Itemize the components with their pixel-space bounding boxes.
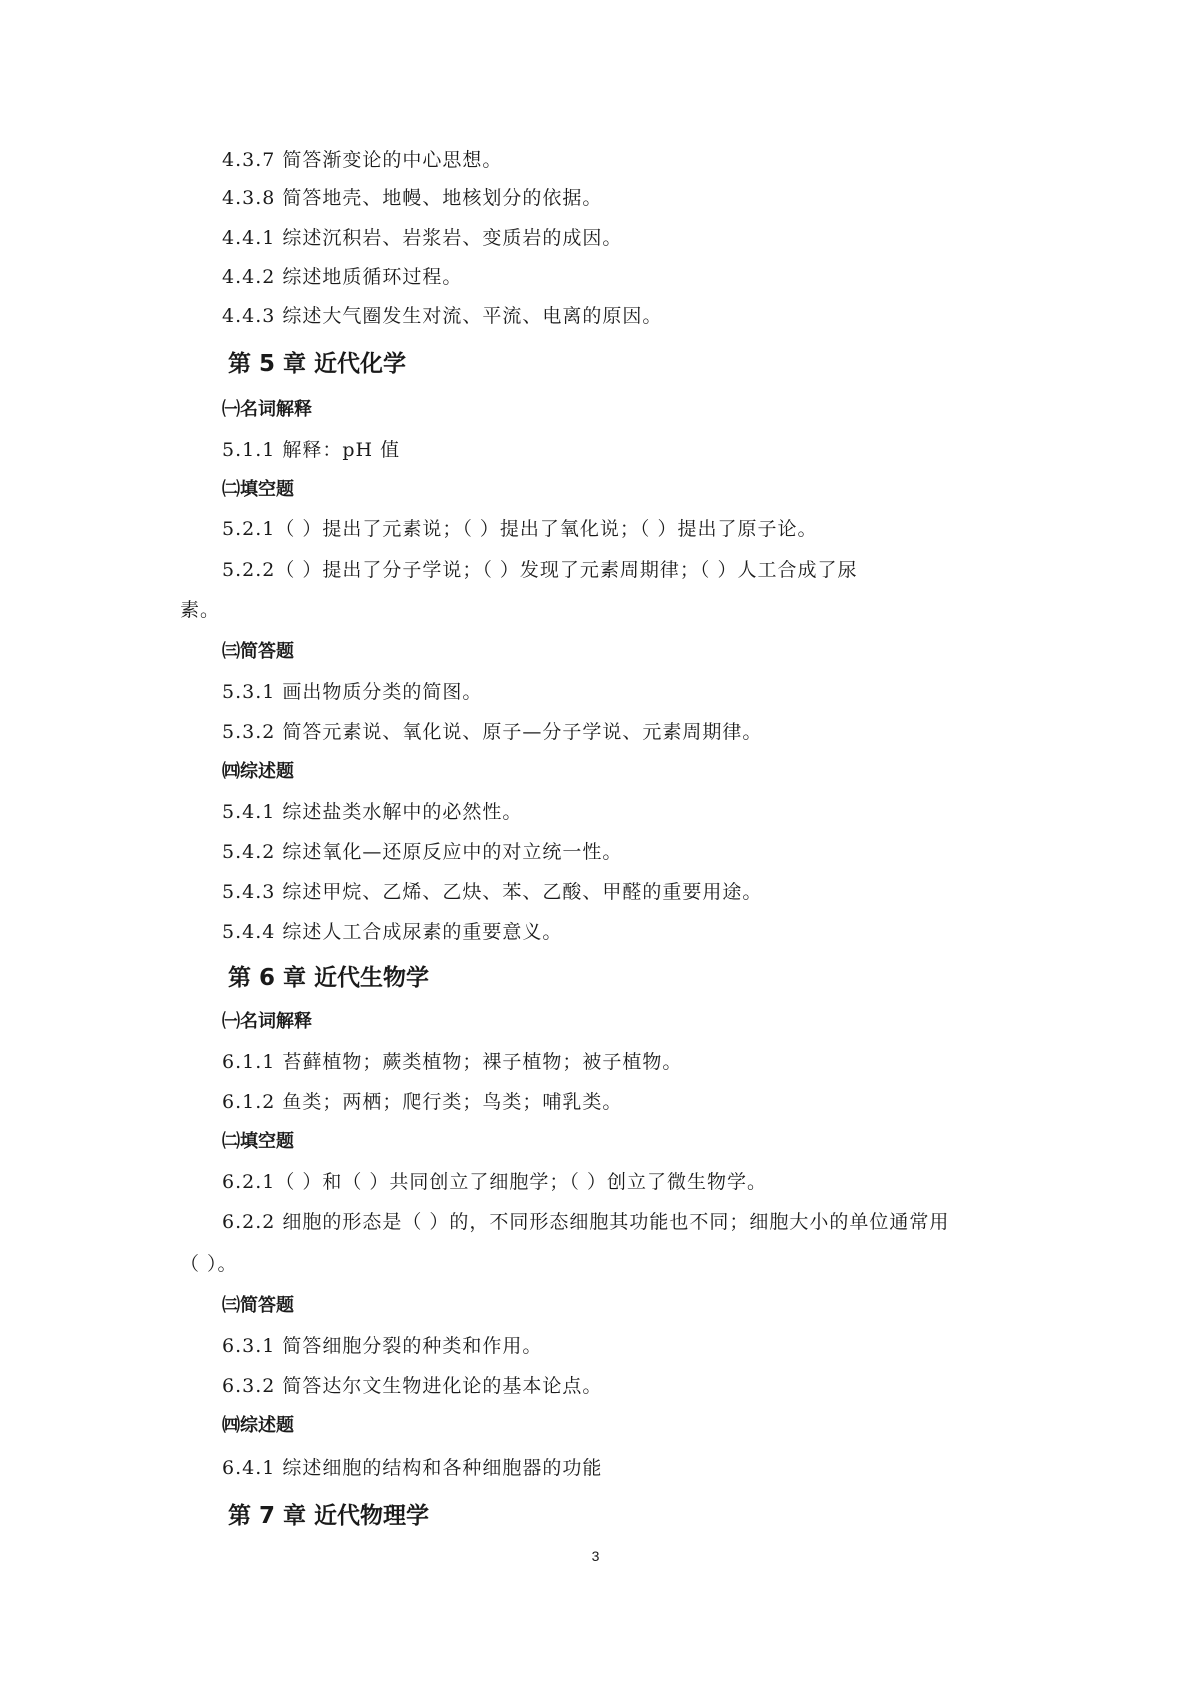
question-5-2-2-continuation: 素。: [180, 599, 221, 621]
chapter-6-section-3-heading: ㈢简答题: [222, 1295, 294, 1316]
question-6-1-1: 6.1.1 苔藓植物；蕨类植物；裸子植物；被子植物。: [222, 1051, 683, 1073]
question-5-4-3: 5.4.3 综述甲烷、乙烯、乙炔、苯、乙酸、甲醛的重要用途。: [222, 881, 763, 903]
page-number: 3: [591, 1548, 600, 1564]
chapter-5-section-1-heading: ㈠名词解释: [222, 399, 312, 420]
question-6-3-2: 6.3.2 简答达尔文生物进化论的基本论点。: [222, 1375, 603, 1397]
question-5-2-2: 5.2.2（ ）提出了分子学说；（ ）发现了元素周期律；（ ）人工合成了尿: [222, 559, 858, 581]
question-5-3-1: 5.3.1 画出物质分类的简图。: [222, 681, 483, 703]
chapter-5-section-4-heading: ㈣综述题: [222, 761, 294, 782]
question-5-4-4: 5.4.4 综述人工合成尿素的重要意义。: [222, 921, 563, 943]
chapter-7-heading: 第 7 章 近代物理学: [228, 1503, 430, 1529]
question-6-2-2-continuation: （ ）。: [180, 1253, 238, 1275]
question-4-3-8: 4.3.8 简答地壳、地幔、地核划分的依据。: [222, 187, 603, 209]
question-4-4-2: 4.4.2 综述地质循环过程。: [222, 266, 463, 288]
question-4-4-3: 4.4.3 综述大气圈发生对流、平流、电离的原因。: [222, 305, 663, 327]
chapter-6-section-1-heading: ㈠名词解释: [222, 1011, 312, 1032]
question-6-3-1: 6.3.1 简答细胞分裂的种类和作用。: [222, 1335, 543, 1357]
chapter-6-section-4-heading: ㈣综述题: [222, 1415, 294, 1436]
question-5-1-1: 5.1.1 解释：pH 值: [222, 439, 401, 461]
question-5-4-1: 5.4.1 综述盐类水解中的必然性。: [222, 801, 523, 823]
chapter-5-section-3-heading: ㈢简答题: [222, 641, 294, 662]
question-4-3-7: 4.3.7 简答渐变论的中心思想。: [222, 149, 503, 171]
question-6-2-1: 6.2.1（ ）和（ ）共同创立了细胞学；（ ）创立了微生物学。: [222, 1171, 767, 1193]
question-5-3-2: 5.3.2 简答元素说、氧化说、原子—分子学说、元素周期律。: [222, 721, 763, 743]
chapter-5-heading: 第 5 章 近代化学: [228, 351, 407, 377]
question-5-4-2: 5.4.2 综述氧化—还原反应中的对立统一性。: [222, 841, 623, 863]
question-6-4-1: 6.4.1 综述细胞的结构和各种细胞器的功能: [222, 1457, 603, 1479]
question-4-4-1: 4.4.1 综述沉积岩、岩浆岩、变质岩的成因。: [222, 227, 623, 249]
chapter-6-section-2-heading: ㈡填空题: [222, 1131, 294, 1152]
question-5-2-1: 5.2.1（ ）提出了元素说；（ ）提出了氧化说；（ ）提出了原子论。: [222, 518, 818, 540]
chapter-6-heading: 第 6 章 近代生物学: [228, 965, 430, 991]
question-6-1-2: 6.1.2 鱼类；两栖；爬行类；鸟类；哺乳类。: [222, 1091, 623, 1113]
question-6-2-2: 6.2.2 细胞的形态是（ ）的，不同形态细胞其功能也不同；细胞大小的单位通常用: [222, 1211, 950, 1233]
chapter-5-section-2-heading: ㈡填空题: [222, 479, 294, 500]
